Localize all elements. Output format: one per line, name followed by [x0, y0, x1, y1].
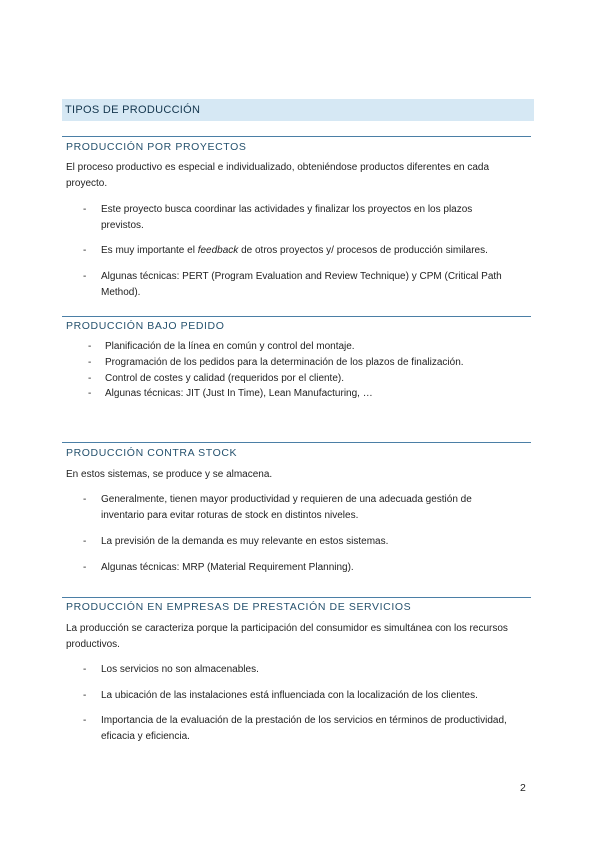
- bullet-dash: -: [83, 204, 87, 215]
- bullet-text: Este proyecto busca coordinar las actividades y finalizar los proyectos en los plazos previstos.: [101, 204, 473, 231]
- bullet-text: Generalmente, tienen mayor productividad y requieren de una adecuada gestión de inventario para evitar roturas de stock en distintos niveles.: [101, 494, 472, 521]
- bullet-text: Planificación de la línea en común y control del montaje.: [105, 341, 355, 352]
- section-divider: [62, 136, 531, 137]
- emphasis-feedback: feedback: [197, 245, 239, 256]
- bullet-dash: -: [83, 271, 87, 282]
- bullet-text: Es muy importante el feedback de otros proyectos y/ procesos de producción similares.: [101, 245, 488, 256]
- section-title-servicios: PRODUCCIÓN EN EMPRESAS DE PRESTACIÓN DE SERVICIOS: [66, 601, 412, 613]
- section-divider: [62, 442, 531, 443]
- section-title-proyectos: PRODUCCIÓN POR PROYECTOS: [66, 141, 247, 153]
- bullet-dash: -: [83, 664, 87, 675]
- bullet-dash: -: [83, 245, 87, 256]
- bullet-text: Algunas técnicas: JIT (Just In Time), Lean Manufacturing, …: [105, 388, 373, 399]
- bullet-dash: -: [83, 690, 87, 701]
- bullet-dash: -: [88, 373, 92, 384]
- section-title-stock: PRODUCCIÓN CONTRA STOCK: [66, 447, 238, 459]
- bullet-text: Programación de los pedidos para la determinación de los plazos de finalización.: [105, 357, 464, 368]
- bullet-dash: -: [88, 388, 92, 399]
- bullet-text: La previsión de la demanda es muy relevante en estos sistemas.: [101, 536, 389, 547]
- bullet-text: Algunas técnicas: PERT (Program Evaluation and Review Technique) y CPM (Critical Path Method).: [101, 271, 502, 298]
- bullet-text: La ubicación de las instalaciones está influenciada con la localización de los clientes.: [101, 690, 478, 701]
- section-title-pedido: PRODUCCIÓN BAJO PEDIDO: [66, 320, 225, 332]
- section-divider: [62, 316, 531, 317]
- page-number: 2: [520, 782, 526, 794]
- bullet-dash: -: [83, 562, 87, 573]
- bullet-dash: -: [83, 494, 87, 505]
- page-banner-title: TIPOS DE PRODUCCIÓN: [62, 99, 534, 121]
- section-intro-stock: En estos sistemas, se produce y se almacena.: [66, 469, 273, 480]
- bullet-dash: -: [88, 341, 92, 352]
- bullet-text: Los servicios no son almacenables.: [101, 664, 259, 675]
- section-intro-servicios: La producción se caracteriza porque la participación del consumidor es simultánea con los recursos productivos.: [66, 623, 508, 650]
- section-divider: [62, 597, 531, 598]
- bullet-text: Importancia de la evaluación de la prestación de los servicios en términos de productividad, eficacia y eficiencia.: [101, 715, 507, 742]
- section-intro-proyectos: El proceso productivo es especial e individualizado, obteniéndose productos diferentes en cada proyecto.: [66, 162, 490, 189]
- bullet-text: Control de costes y calidad (requeridos por el cliente).: [105, 373, 345, 384]
- bullet-dash: -: [83, 536, 87, 547]
- bullet-text: Algunas técnicas: MRP (Material Requirement Planning).: [101, 562, 354, 573]
- bullet-dash: -: [83, 715, 87, 726]
- bullet-dash: -: [88, 357, 92, 368]
